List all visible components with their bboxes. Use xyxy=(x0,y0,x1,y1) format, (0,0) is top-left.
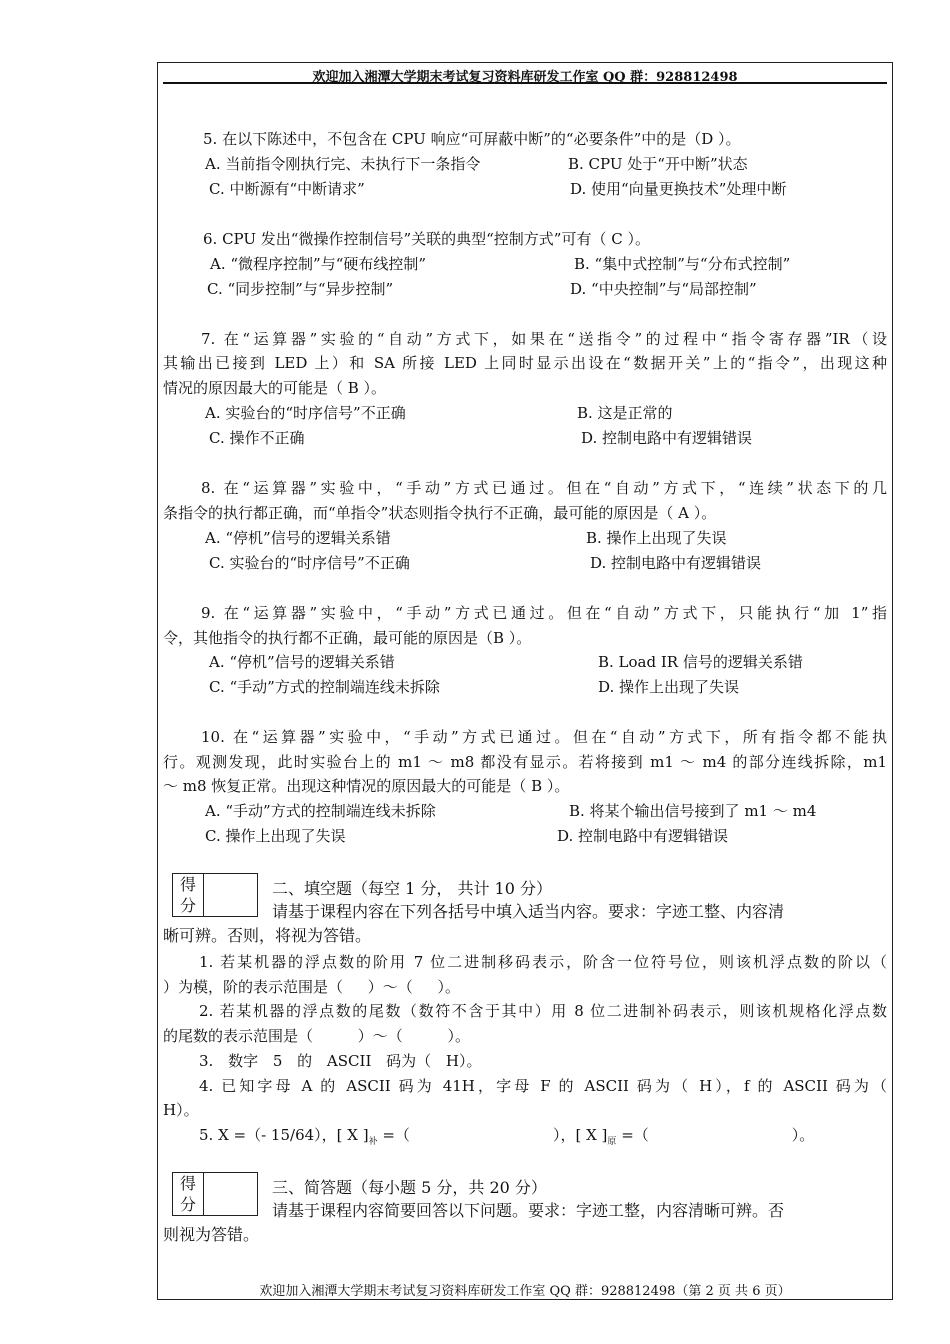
q6-option-a: A. “微程序控制”与“硬布线控制” xyxy=(210,255,427,273)
fill-3: 3. 数字 5 的 ASCII 码为（ H）。 xyxy=(199,1052,482,1070)
q10-option-a: A. “手动”方式的控制端连线未拆除 xyxy=(205,802,436,820)
q7-option-b: B. 这是正常的 xyxy=(577,404,673,422)
fill-5-post: =（ ）。 xyxy=(616,1126,815,1144)
fill-2-line-1: 2. 若某机器的浮点数的尾数（数符不含于其中）用 8 位二进制补码表示，则该机规格化浮点数 xyxy=(199,1002,887,1020)
q5-stem: 5. 在以下陈述中，不包含在 CPU 响应“可屏蔽中断”的“必要条件”中的是（D ）。 xyxy=(203,130,741,148)
fill-5-mid: =（ ），[ X ] xyxy=(377,1126,608,1144)
fill-4-line-2: H）。 xyxy=(163,1101,199,1119)
q7-option-d: D. 控制电路中有逻辑错误 xyxy=(581,429,753,447)
q8-option-d: D. 控制电路中有逻辑错误 xyxy=(590,554,762,572)
q7-option-a: A. 实验台的“时序信号”不正确 xyxy=(205,404,406,422)
section-3-title: 三、简答题（每小题 5 分，共 20 分） xyxy=(272,1178,547,1197)
fill-2-line-2: 的尾数的表示范围是（ ）～（ ）。 xyxy=(163,1027,471,1045)
q5-option-a: A. 当前指令刚执行完、未执行下一条指令 xyxy=(205,155,481,173)
q10-line-1: 10. 在“运算器”实验中，“手动”方式已通过。但在“自动”方式下，所有指令都不能执 xyxy=(201,728,887,746)
q9-option-a: A. “停机”信号的逻辑关系错 xyxy=(209,653,395,671)
q8-option-a: A. “停机”信号的逻辑关系错 xyxy=(205,529,391,547)
q9-option-d: D. 操作上出现了失误 xyxy=(598,678,740,696)
fill-5-sub-complement: 补 xyxy=(368,1137,378,1147)
q9-option-c: C. “手动”方式的控制端连线未拆除 xyxy=(209,678,440,696)
q6-option-b: B. “集中式控制”与“分布式控制” xyxy=(574,255,791,273)
section-2-title: 二、填空题（每空 1 分， 共计 10 分） xyxy=(272,879,552,898)
page-footer: 欢迎加入湘潭大学期末考试复习资料库研发工作室 QQ 群：928812498（第 2 页 共 6 页） xyxy=(259,1284,791,1299)
section-2-intro-1: 请基于课程内容在下列各括号中填入适当内容。要求：字迹工整、内容清 xyxy=(272,902,785,921)
q10-line-2: 行。观测发现，此时实验台上的 m1 ～ m8 都没有显示。若将接到 m1 ～ m4 的部分连线拆除，m1 xyxy=(163,753,887,771)
section-3-intro-1: 请基于课程内容简要回答以下问题。要求：字迹工整，内容清晰可辨。否 xyxy=(272,1201,785,1220)
score-box-section-3[interactable] xyxy=(172,1172,258,1216)
section-2-intro-2: 晰可辨。否则，将视为答错。 xyxy=(163,926,372,945)
q5-option-c: C. 中断源有“中断请求” xyxy=(209,180,365,198)
q5-option-d: D. 使用“向量更换技术”处理中断 xyxy=(570,180,787,198)
q6-option-c: C. “同步控制”与“异步控制” xyxy=(207,280,394,298)
q10-option-d: D. 控制电路中有逻辑错误 xyxy=(557,827,729,845)
q10-option-b: B. 将某个输出信号接到了 m1 ～ m4 xyxy=(569,802,817,820)
q6-option-d: D. “中央控制”与“局部控制” xyxy=(570,280,757,298)
q6-stem: 6. CPU 发出“微操作控制信号”关联的典型“控制方式”可有（ C ）。 xyxy=(203,230,650,248)
q8-line-1: 8. 在“运算器”实验中，“手动”方式已通过。但在“自动”方式下，“连续”状态下的几 xyxy=(201,479,887,497)
score-box-section-2[interactable] xyxy=(172,873,258,917)
fill-1-line-1: 1. 若某机器的浮点数的阶用 7 位二进制移码表示，阶含一位符号位，则该机浮点数的阶以（ xyxy=(199,953,887,971)
q9-option-b: B. Load IR 信号的逻辑关系错 xyxy=(598,653,803,671)
header-rule xyxy=(163,82,887,84)
score-label: 得分 xyxy=(173,1173,204,1215)
q8-option-b: B. 操作上出现了失误 xyxy=(586,529,727,547)
q10-line-3: ～ m8 恢复正常。出现这种情况的原因最大的可能是（ B ）。 xyxy=(163,777,570,795)
q7-line-2: 其输出已接到 LED 上）和 SA 所接 LED 上同时显示出设在“数据开关”上的“指令”，出现这种 xyxy=(163,354,887,372)
fill-1-line-2: ）为模，阶的表示范围是（ ）～（ ）。 xyxy=(163,978,461,996)
q5-option-b: B. CPU 处于“开中断”状态 xyxy=(568,155,748,173)
page-header: 欢迎加入湘潭大学期末考试复习资料库研发工作室 QQ 群：928812498 xyxy=(312,70,738,85)
q9-line-2: 令，其他指令的执行都不正确，最可能的原因是（B ）。 xyxy=(163,629,532,647)
fill-4-line-1: 4. 已知字母 A 的 ASCII 码为 41H，字母 F 的 ASCII 码为（ H），f 的 ASCII 码为（ xyxy=(199,1077,887,1095)
q7-line-3: 情况的原因最大的可能是（ B ）。 xyxy=(163,379,387,397)
fill-5-pre: 5. X =（- 15/64），[ X ] xyxy=(199,1126,369,1144)
fill-5-sub-original: 原 xyxy=(607,1137,617,1147)
q7-option-c: C. 操作不正确 xyxy=(209,429,305,447)
q8-line-2: 条指令的执行都正确，而“单指令”状态则指令执行不正确，最可能的原因是（ A ）。 xyxy=(163,504,717,522)
section-3-intro-2: 则视为答错。 xyxy=(163,1225,260,1244)
q8-option-c: C. 实验台的“时序信号”不正确 xyxy=(209,554,410,572)
score-label: 得分 xyxy=(173,874,204,916)
fill-5 xyxy=(199,1125,814,1152)
q10-option-c: C. 操作上出现了失误 xyxy=(205,827,346,845)
q9-line-1: 9. 在“运算器”实验中，“手动”方式已通过。但在“自动”方式下，只能执行“加 1”指 xyxy=(201,604,887,622)
q7-line-1: 7. 在“运算器”实验的“自动”方式下，如果在“送指令”的过程中“指令寄存器”IR（设 xyxy=(201,330,887,348)
